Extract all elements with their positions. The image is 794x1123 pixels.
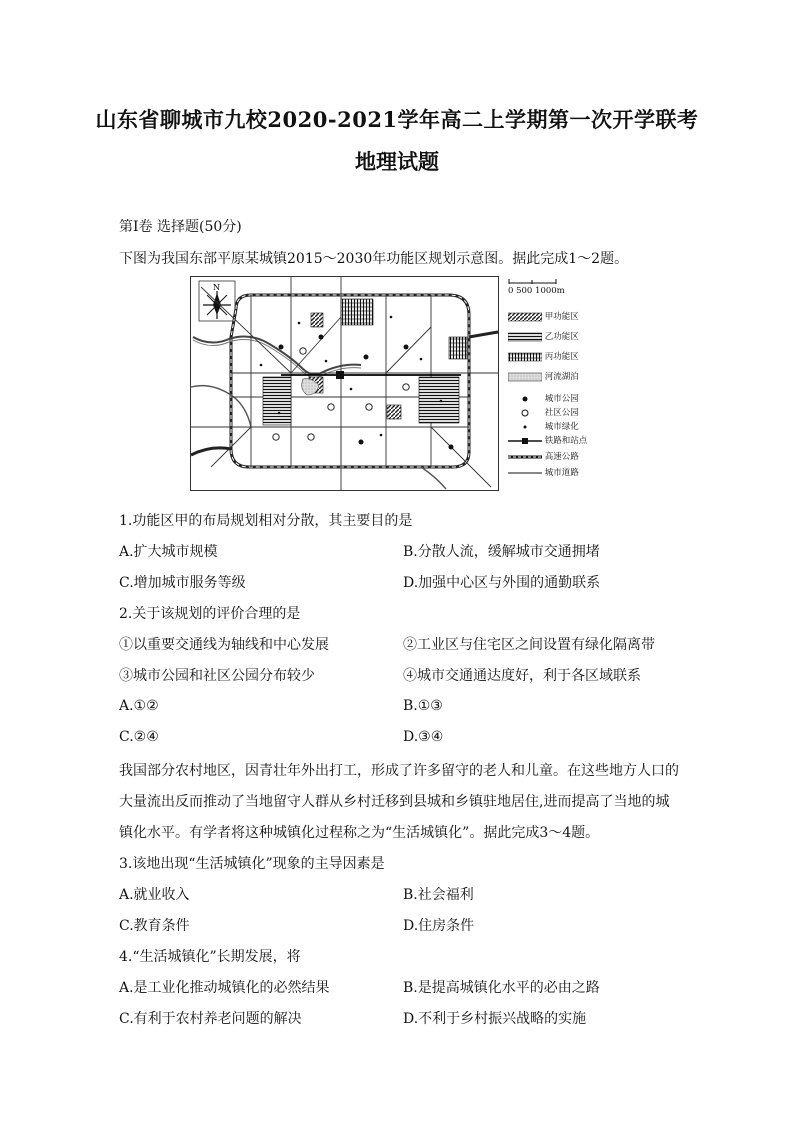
- exam-title: 山东省聊城市九校2020-2021学年高二上学期第一次开学联考: [95, 107, 699, 132]
- q1-stem: 1.功能区甲的布局规划相对分散，其主要目的是: [119, 513, 413, 529]
- passage-line-2: 大量流出反而推动了当地留守人群从乡村迁移到县城和乡镇驻地居住,进而提高了当地的城: [119, 794, 670, 810]
- section-heading: 第Ⅰ卷 选择题(50分): [119, 219, 242, 235]
- q1-option-d[interactable]: D.加强中心区与外围的通勤联系: [403, 575, 601, 591]
- function-zone-map: [190, 276, 499, 491]
- q2-stem: 2.关于该规划的评价合理的是: [119, 606, 301, 622]
- map-legend: [508, 276, 628, 489]
- q3-option-c[interactable]: C.教育条件: [119, 918, 190, 934]
- legend-road: 城市道路: [544, 468, 579, 478]
- q3-stem: 3.该地出现“生活城镇化”现象的主导因素是: [119, 856, 385, 872]
- q2-statement-3: ③城市公园和社区公园分布较少: [119, 668, 315, 684]
- exam-subtitle: 地理试题: [355, 149, 439, 174]
- legend-river: 河流湖泊: [508, 370, 579, 382]
- legend-scale: 0 500 1000m: [508, 286, 565, 296]
- q2-option-d[interactable]: D.③④: [403, 729, 444, 745]
- q1-option-a[interactable]: A.扩大城市规模: [119, 544, 218, 560]
- passage-line-1: 我国部分农村地区，因青壮年外出打工，形成了许多留守的老人和儿童。在这些地方人口的: [119, 763, 679, 779]
- map-drawing: [191, 277, 498, 490]
- q2-statement-1: ①以重要交通线为轴线和中心发展: [119, 637, 329, 653]
- q3-option-b[interactable]: B.社会福利: [403, 887, 474, 903]
- legend-city-park: 城市公园: [508, 392, 579, 404]
- map-intro: 下图为我国东部平原某城镇2015～2030年功能区规划示意图。据此完成1～2题。: [119, 251, 629, 267]
- passage-line-3: 镇化水平。有学者将这种城镇化过程称之为“生活城镇化”。据此完成3～4题。: [119, 825, 600, 841]
- legend-green: 城市绿化: [508, 420, 579, 432]
- q4-stem: 4.“生活城镇化”长期发展，将: [119, 949, 301, 965]
- q2-option-a[interactable]: A.①②: [119, 698, 159, 714]
- legend-bing: 丙功能区: [508, 350, 579, 362]
- q3-option-d[interactable]: D.住房条件: [403, 918, 475, 934]
- legend-jia: 甲功能区: [508, 310, 579, 322]
- q4-option-d[interactable]: D.不利于乡村振兴战略的实施: [403, 1011, 587, 1027]
- q2-option-c[interactable]: C.②④: [119, 729, 159, 745]
- q1-option-c[interactable]: C.增加城市服务等级: [119, 575, 246, 591]
- compass-north-label: N: [213, 283, 220, 292]
- q4-option-b[interactable]: B.是提高城镇化水平的必由之路: [403, 980, 600, 996]
- q2-statement-2: ②工业区与住宅区之间设置有绿化隔离带: [403, 637, 655, 653]
- legend-yi: 乙功能区: [508, 330, 579, 342]
- q3-option-a[interactable]: A.就业收入: [119, 887, 190, 903]
- q1-option-b[interactable]: B.分散人流，缓解城市交通拥堵: [403, 544, 600, 560]
- legend-highway: 高速公路: [544, 452, 579, 462]
- legend-rail: 铁路和站点: [508, 434, 587, 446]
- q4-option-c[interactable]: C.有利于农村养老问题的解决: [119, 1011, 302, 1027]
- legend-community-park: 社区公园: [508, 406, 579, 418]
- q2-option-b[interactable]: B.①③: [403, 698, 443, 714]
- q2-statement-4: ④城市交通通达度好，利于各区域联系: [403, 668, 641, 684]
- compass-icon: [199, 281, 235, 321]
- q4-option-a[interactable]: A.是工业化推动城镇化的必然结果: [119, 980, 330, 996]
